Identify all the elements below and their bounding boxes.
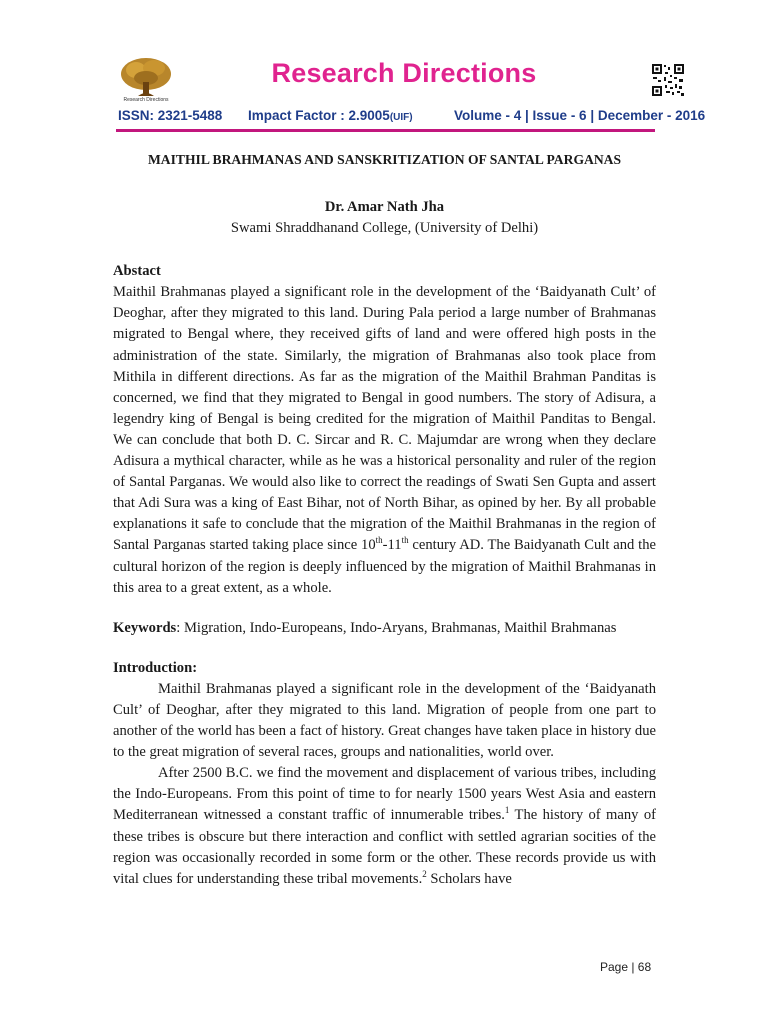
journal-header — [0, 0, 768, 140]
abstract-text-mid: -11 — [382, 537, 402, 554]
keywords-list: : Migration, Indo-Europeans, Indo-Aryans, Brahmanas, Maithil Brahmanas — [176, 619, 617, 636]
impact-factor-label — [248, 108, 413, 123]
abstract-text-part2: century AD. The Baidyanath Cult and the cultural horizon of the region is deeply influenced by the migration of Maithil Brahmanas in this area to a great extent, as a whole. — [113, 537, 656, 596]
footnote-marker: 2 — [422, 868, 427, 879]
author-name: Dr. Amar Nath Jha — [324, 199, 445, 215]
journal-meta-row — [118, 108, 718, 128]
impact-factor-source: (UIF) — [389, 112, 413, 123]
introduction-paragraph-1: Maithil Brahmanas played a significant role in the development of the ‘Baidyanath Cult’ of Deoghar, after they migrated to this land. Migration of people from one part to another of the world has been a fact of history. Great changes have taken place in history due to the great migration of several races, groups and nationalities, world over. — [113, 680, 656, 761]
volume-issue-date: Volume - 4 | Issue - 6 | December - 2016 — [454, 108, 706, 123]
footnote-marker: 1 — [504, 805, 510, 816]
author-affiliation: Swami Shraddhanand College, (University of Delhi) — [230, 220, 539, 237]
intro-text-part2: The history of many of these tribes is obscure but there interaction and conflict with settled agrarian socities of the region was occasionally recorded in some form or the other. These records provide us with vital clues for understanding these tribal movements. — [113, 807, 656, 887]
introduction-paragraph-2 — [113, 763, 656, 890]
introduction-heading: Introduction: — [113, 659, 198, 676]
superscript: th — [375, 535, 383, 546]
abstract-text-part1: Maithil Brahmanas played a significant role in the development of the ‘Baidyanath Cult’ of Deoghar, after they migrated to this land. During Pala period a large number of Brahmanas migrated to Bengal where, they received gifts of land and were offered high posts in the administration of the state. Similarly, the migration of Brahmanas also took place from Mithila in different directions. As far as the migration of the Maithil Brahman Panditas is concerned, we find that they migrated to Bengal in good numbers. The story of Adisura, a legendry king of Bengal is being credited for the migration of Maithil Panditas to Bengal. We can conclude that both D. C. Sircar and R. C. Majumdar are wrong when they declare Adisura a mythical character, while as he was a historical personality and ruler of the region of Santal Parganas. We would also like to correct the readings of Swati Sen Gupta and assert that Adi Sura was a king of East Bihar, not of North Bihar, as opined by her. By all probable explanations it safe to conclude that the migration of the Maithil Brahmanas in the region of Santal Parganas started taking place since 10 — [113, 284, 656, 554]
header-divider — [116, 129, 655, 132]
logo-caption: Research Directions — [123, 97, 169, 103]
impact-factor-value: Impact Factor : 2.9005 — [248, 108, 390, 123]
intro-text-part3: Scholars have — [426, 870, 512, 887]
article-body — [113, 150, 656, 890]
abstract-heading: Abstact — [113, 263, 161, 280]
abstract-text — [113, 282, 656, 598]
qr-code-icon — [651, 63, 685, 97]
intro-text-part1: After 2500 B.C. we find the movement and displacement of various tribes, including the Indo-Europeans. From this point of time to for nearly 1500 years West Asia and eastern Mediterranean witnessed a constant traffic of innumerable tribes. — [113, 765, 656, 824]
paper-title: MAITHIL BRAHMANAS AND SANSKRITIZATION OF SANTAL PARGANAS — [147, 152, 622, 167]
keywords-label: Keywords — [113, 619, 177, 636]
superscript: th — [401, 535, 409, 546]
journal-title: Research Directions — [271, 58, 537, 88]
issn-label: ISSN: 2321-5488 — [118, 108, 223, 123]
page-number: Page | 68 — [600, 960, 652, 974]
keywords-line — [113, 618, 656, 639]
